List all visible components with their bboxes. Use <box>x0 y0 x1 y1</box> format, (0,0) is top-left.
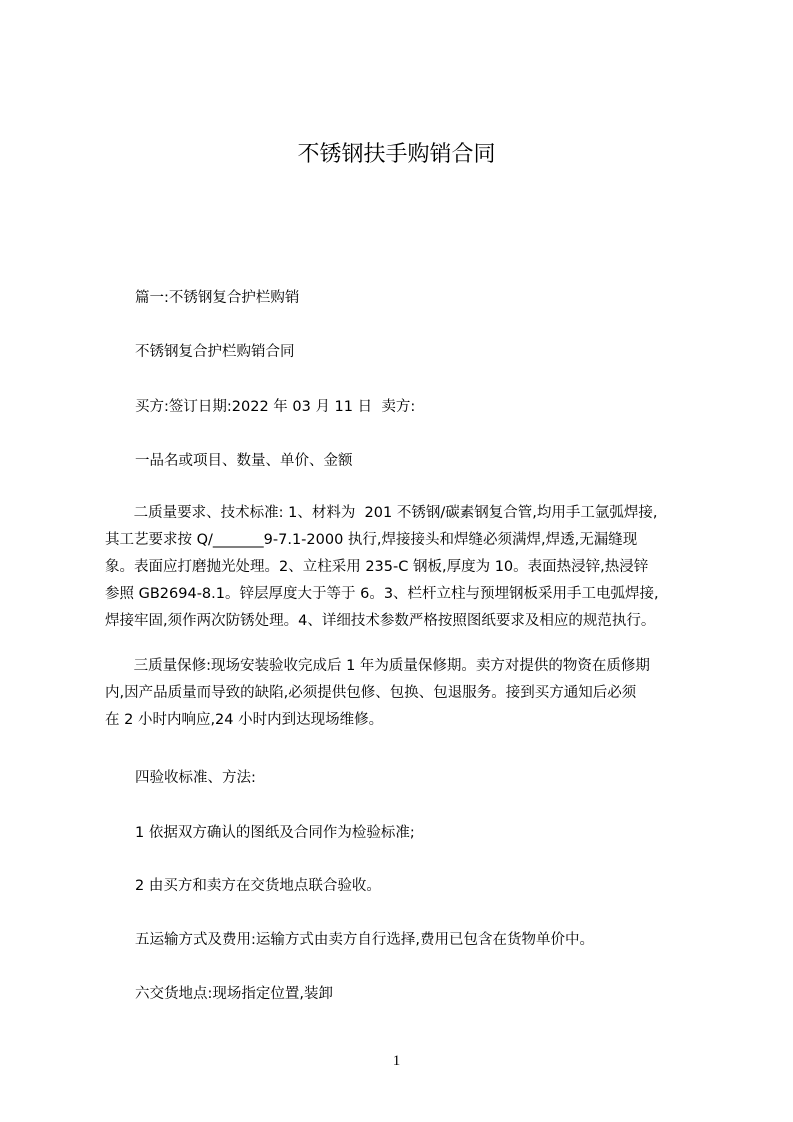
paragraph <box>105 339 710 366</box>
paragraph <box>105 448 710 475</box>
text-line: 一品名或项目、数量、单价、金额 <box>135 453 353 469</box>
paragraph <box>105 285 710 312</box>
text-line: 三质量保修:现场安装验收完成后 1 年为质量保修期。卖方对提供的物资在质修期 <box>129 658 650 674</box>
paragraph <box>105 927 710 954</box>
paragraph <box>105 765 710 792</box>
document-title: 不锈钢扶手购销合同 <box>297 142 496 167</box>
text-line: 四验收标准、方法: <box>135 770 256 786</box>
text-line: 内,因产品质量而导致的缺陷,必须提供包修、包换、包退服务。接到买方通知后必须 <box>105 685 637 701</box>
text-line: 在 2 小时内响应,24 小时内到达现场维修。 <box>105 712 384 728</box>
text-line: 象。表面应打磨抛光处理。2、立柱采用 235-C 钢板,厚度为 10。表面热浸锌,热浸锌 <box>105 559 649 575</box>
text-line: 不锈钢复合护栏购销合同 <box>135 344 295 360</box>
paragraph <box>105 653 710 734</box>
text-line: 1 依据双方确认的图纸及合同作为检验标准; <box>135 825 415 841</box>
text-line: 买方:签订日期:2022 年 03 月 11 日 卖方: <box>135 399 416 415</box>
text-line: 五运输方式及费用:运输方式由卖方自行选择,费用已包含在货物单价中。 <box>135 932 594 948</box>
text-line: 2 由买方和卖方在交货地点联合验收。 <box>135 878 381 894</box>
paragraph <box>105 981 710 1008</box>
text-line: 焊接牢固,须作两次防锈处理。4、详细技术参数严格按照图纸要求及相应的规范执行。 <box>105 613 656 629</box>
text-line: 篇一:不锈钢复合护栏购销 <box>135 290 300 306</box>
text-line: 其工艺要求按 Q/_______9-7.1-2000 执行,焊接接头和焊缝必须满焊,焊透,无漏缝现 <box>105 532 638 548</box>
paragraph <box>105 873 710 900</box>
text-line: 二质量要求、技术标准: 1、材料为 201 不锈钢/碳素钢复合管,均用手工氩弧焊接, <box>129 505 658 521</box>
page-number: 1 <box>392 1053 401 1069</box>
paragraph <box>105 820 710 847</box>
paragraph <box>105 500 710 635</box>
text-line: 参照 GB2694-8.1。锌层厚度大于等于 6。3、栏杆立柱与预埋钢板采用手工电弧焊接, <box>105 586 659 602</box>
text-line: 六交货地点:现场指定位置,装卸 <box>135 986 333 1002</box>
paragraph <box>105 394 710 421</box>
